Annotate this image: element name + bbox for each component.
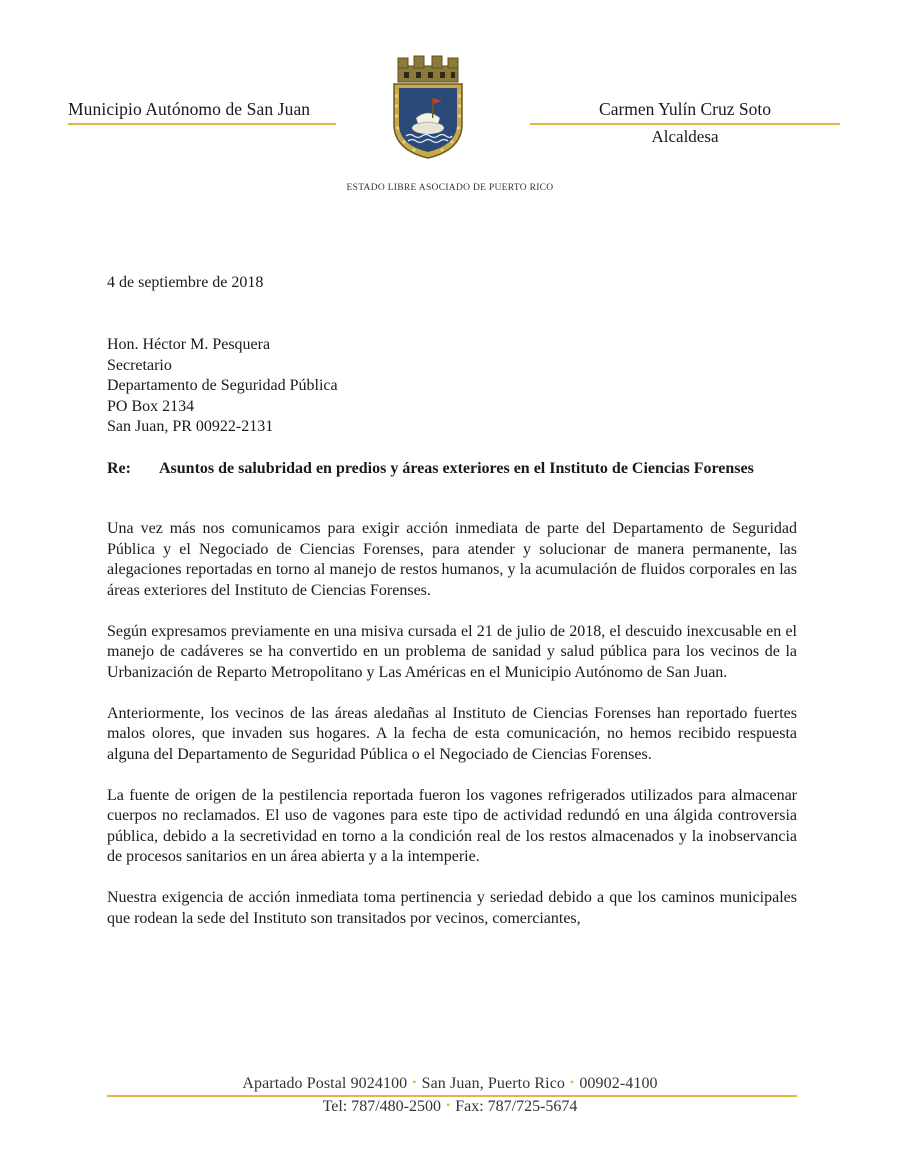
bullet-dot-icon: • — [412, 1075, 417, 1089]
letter-body — [107, 519, 797, 950]
recipient-city: San Juan, PR 00922-2131 — [107, 418, 274, 435]
recipient-department: Departamento de Seguridad Pública — [107, 377, 338, 394]
bullet-dot-icon: • — [446, 1097, 451, 1112]
footer-fax: Fax: 787/725-5674 — [455, 1097, 578, 1115]
letter-date: 4 de septiembre de 2018 — [107, 274, 264, 291]
recipient-address — [107, 335, 338, 438]
footer-city: San Juan, Puerto Rico — [421, 1075, 566, 1092]
footer-zip: 00902-4100 — [579, 1075, 658, 1092]
body-paragraph: Una vez más nos comunicamos para exigir acción inmediata de parte del Departamento de Seguridad Pública y el Negociado de Ciencias Forenses, para atender y solucionar de manera permanente, las alegaciones reportadas en torno al manejo de restos humanos, y la acumulación de fluidos corporales en las áreas exteriores del Instituto de Ciencias Forenses. — [107, 520, 797, 599]
bullet-dot-icon: • — [570, 1075, 575, 1089]
recipient-title: Secretario — [107, 356, 172, 374]
subject-label: Re: — [107, 460, 131, 477]
municipality-name: Municipio Autónomo de San Juan — [68, 99, 311, 119]
body-paragraph: La fuente de origen de la pestilencia reportada fueron los vagones refrigerados utilizados para almacenar cuerpos no reclamados. El uso de vagones para este tipo de actividad redundó en una álgida controversia pública, debido a la secretividad en torno a la condición real de los restos almacenados y la inobservancia de procesos sanitarios en un área abierta y a la intemperie. — [107, 786, 797, 865]
letterhead-footer — [0, 1075, 900, 1116]
footer-divider — [107, 1095, 797, 1097]
body-paragraph: Según expresamos previamente en una misiva cursada el 21 de julio de 2018, el descuido inexcusable en el manejo de cadáveres se ha convertido en un problema de sanidad y salud pública para los vecinos de la Urbanización de Reparto Metropolitano y Las Américas en el Municipio Autónomo de San Juan. — [107, 622, 797, 681]
footer-phone: Tel: 787/480-2500 — [322, 1097, 441, 1115]
header-left-divider — [68, 123, 336, 125]
footer-po-box: Apartado Postal 9024100 — [242, 1075, 408, 1092]
header-right-divider — [530, 123, 840, 125]
subject-text: Asuntos de salubridad en predios y áreas exteriores en el Instituto de Ciencias Forenses — [159, 460, 754, 477]
body-paragraph: Nuestra exigencia de acción inmediata toma pertinencia y seriedad debido a que los caminos municipales que rodean la sede del Instituto son transitados por vecinos, comerciantes, — [107, 889, 797, 927]
footer-contact-line — [0, 1098, 900, 1116]
footer-address-line — [0, 1075, 900, 1093]
mayor-name: Carmen Yulín Cruz Soto — [599, 99, 771, 119]
body-paragraph: Anteriormente, los vecinos de las áreas aledañas al Instituto de Ciencias Forenses han reportado fuertes malos olores, que invaden sus hogares. A la fecha de esta comunicación, no hemos recibido respuesta alguna del Departamento de Seguridad Pública o el Negociado de Ciencias Forenses. — [107, 704, 797, 763]
municipality-header — [68, 99, 336, 125]
recipient-name: Hon. Héctor M. Pesquera — [107, 336, 271, 353]
mayor-title: Alcaldesa — [651, 127, 719, 146]
coat-of-arms-seal-icon — [384, 52, 472, 164]
mayor-header — [530, 99, 840, 147]
state-caption: ESTADO LIBRE ASOCIADO DE PUERTO RICO — [346, 183, 554, 193]
recipient-po-box: PO Box 2134 — [107, 397, 195, 415]
subject-line — [107, 459, 797, 480]
